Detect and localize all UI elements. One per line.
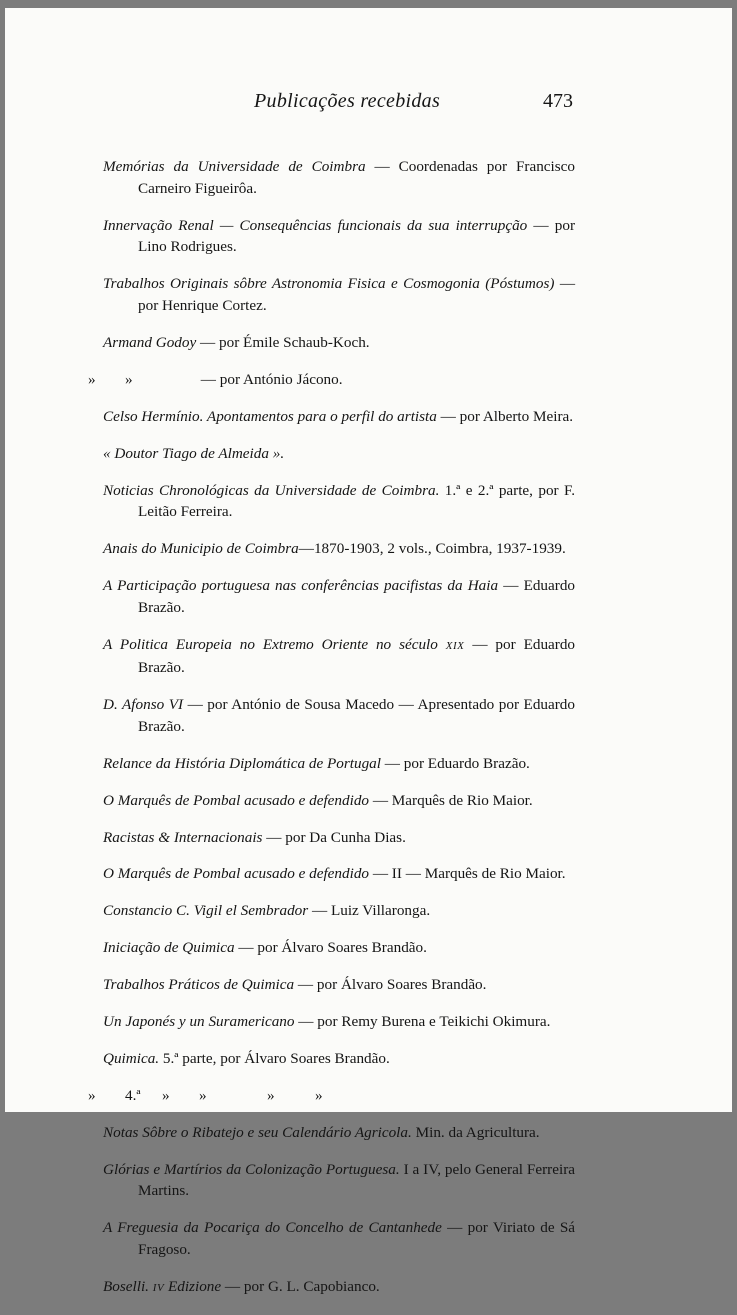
entry-separator: — bbox=[554, 275, 576, 293]
entry-title: Boselli. bbox=[103, 1277, 149, 1295]
entry-title: Racistas & Internacionais bbox=[103, 828, 263, 846]
entry-separator: — bbox=[196, 333, 220, 351]
entry-title: Celso Hermínio. Apontamentos para o perfil do artista bbox=[103, 407, 437, 425]
entry-details: por Viriato de Sá Fragoso. bbox=[138, 1219, 576, 1258]
entry-separator: — bbox=[365, 158, 399, 176]
entry-details: por Eduardo Brazão. bbox=[403, 754, 530, 772]
entry-title: Glórias e Martírios da Colonização Portuguesa. bbox=[103, 1160, 400, 1178]
ditto-mark: » bbox=[267, 1086, 275, 1104]
entry-details: por António de Sousa Macedo — Apresentado por Eduardo Brazão. bbox=[138, 696, 575, 735]
entry-title: « Doutor Tiago de Almeida ». bbox=[103, 444, 285, 462]
entry-separator: — bbox=[436, 407, 460, 425]
entry-title-cont: Edizione bbox=[164, 1277, 222, 1295]
list-item bbox=[103, 575, 575, 618]
document-page bbox=[5, 8, 732, 1295]
list-item bbox=[103, 1011, 575, 1033]
entry-title: Notas Sôbre o Ribatejo e seu Calendário Agricola. bbox=[103, 1123, 412, 1141]
entry-details: por Alberto Meira. bbox=[459, 407, 574, 425]
list-item bbox=[103, 753, 575, 775]
entry-details: por Álvaro Soares Brandão. bbox=[257, 939, 427, 957]
entry-title: Un Japonés y un Suramericano bbox=[103, 1013, 295, 1031]
list-item bbox=[103, 215, 575, 258]
list-item bbox=[103, 1048, 575, 1070]
list-item bbox=[103, 1122, 575, 1144]
list-item bbox=[103, 937, 575, 959]
list-item bbox=[103, 538, 575, 560]
page-number: 473 bbox=[543, 90, 573, 112]
running-head bbox=[5, 90, 732, 120]
entry-details: por Da Cunha Dias. bbox=[285, 828, 406, 846]
ditto-part: 4.ª bbox=[125, 1086, 141, 1104]
entry-separator: — bbox=[298, 540, 314, 558]
entry-title: Relance da História Diplomática de Portugal bbox=[103, 754, 381, 772]
list-item bbox=[88, 1085, 575, 1107]
list-item bbox=[103, 156, 575, 199]
list-item bbox=[103, 1276, 575, 1300]
entry-details: por Lino Rodrigues. bbox=[138, 216, 575, 256]
list-item bbox=[103, 332, 575, 354]
ditto-mark: » bbox=[315, 1086, 323, 1104]
ditto-mark: » bbox=[162, 1086, 170, 1104]
entry-separator: — bbox=[221, 1277, 244, 1295]
entry-separator: — bbox=[498, 577, 524, 595]
list-item bbox=[103, 790, 575, 812]
entry-details: por Émile Schaub-Koch. bbox=[219, 333, 370, 351]
entry-title: O Marquês de Pombal acusado e defendido bbox=[103, 865, 370, 883]
entry-details: 5.ª parte, por Álvaro Soares Brandão. bbox=[159, 1049, 390, 1067]
entry-title: A Participação portuguesa nas conferências pacifistas da Haia bbox=[103, 577, 499, 595]
entry-separator: — bbox=[464, 635, 496, 653]
entry-details: I a IV, pelo General Ferreira Martins. bbox=[138, 1160, 575, 1200]
list-item bbox=[103, 273, 575, 316]
list-item bbox=[103, 1159, 575, 1202]
entry-separator: — bbox=[262, 828, 286, 846]
ditto-mark: » bbox=[88, 1086, 96, 1104]
entry-details: Marquês de Rio Maior. bbox=[391, 791, 533, 809]
entry-title: Constancio C. Vigil el Sembrador bbox=[103, 902, 309, 920]
page-header-title: Publicações recebidas bbox=[254, 90, 441, 112]
entry-details: II — Marquês de Rio Maior. bbox=[391, 865, 566, 883]
entry-details: por Eduardo Brazão. bbox=[138, 635, 576, 677]
entry-details: por António Jácono. bbox=[219, 370, 343, 388]
list-item bbox=[103, 900, 575, 922]
entry-title: O Marquês de Pombal acusado e defendido bbox=[103, 791, 370, 809]
list-item bbox=[103, 974, 575, 996]
entry-separator: — bbox=[294, 976, 317, 994]
list-item bbox=[103, 694, 575, 737]
list-item bbox=[103, 827, 575, 849]
entry-title: Innervação Renal — Consequências funcionais da sua interrupção bbox=[103, 216, 528, 234]
entry-details: Coordenadas por Francisco Carneiro Figueirôa. bbox=[138, 158, 575, 197]
entry-title: Quimica. bbox=[103, 1049, 160, 1067]
entry-title: A Politica Europeia no Extremo Oriente no século bbox=[103, 635, 438, 653]
entry-separator: — bbox=[197, 370, 220, 388]
list-item bbox=[103, 480, 575, 523]
list-item bbox=[103, 443, 575, 465]
ditto-mark: » bbox=[88, 370, 96, 388]
list-item bbox=[103, 406, 575, 428]
entry-separator: — bbox=[234, 939, 258, 957]
entry-details: por G. L. Capobianco. bbox=[243, 1277, 380, 1295]
list-item bbox=[103, 1217, 575, 1260]
entry-title-smallcaps: IV bbox=[152, 1281, 165, 1294]
entry-separator: — bbox=[380, 754, 404, 772]
entry-details: Min. da Agricultura. bbox=[411, 1123, 540, 1141]
entry-separator: — bbox=[369, 791, 392, 809]
entry-title: Iniciação de Quimica bbox=[103, 939, 235, 957]
list-item bbox=[88, 369, 575, 391]
entry-details: Eduardo Brazão. bbox=[138, 577, 576, 616]
entry-details: 1870-1903, 2 vols., Coimbra, 1937-1939. bbox=[313, 540, 566, 558]
entry-title: A Freguesia da Pocariça do Concelho de Cantanhede bbox=[103, 1219, 442, 1237]
publication-list bbox=[88, 141, 576, 1315]
entry-title: D. Afonso VI bbox=[103, 696, 184, 714]
entry-separator: — bbox=[369, 865, 392, 883]
entry-separator: — bbox=[441, 1219, 468, 1237]
entry-details: por Remy Burena e Teikichi Okimura. bbox=[317, 1013, 551, 1031]
entry-details: Luiz Villaronga. bbox=[330, 902, 431, 920]
entry-separator: — bbox=[527, 216, 555, 234]
entry-title: Armand Godoy bbox=[103, 333, 197, 351]
entry-separator: — bbox=[294, 1013, 318, 1031]
list-item bbox=[103, 634, 575, 679]
entry-separator: — bbox=[183, 696, 208, 714]
list-item bbox=[103, 863, 575, 885]
entry-details: por Álvaro Soares Brandão. bbox=[316, 976, 487, 994]
entry-title: Trabalhos Práticos de Quimica bbox=[103, 976, 295, 994]
entry-title: Anais do Municipio de Coimbra bbox=[103, 540, 299, 558]
entry-details: por Henrique Cortez. bbox=[138, 297, 267, 315]
entry-title-smallcaps: XIX bbox=[445, 639, 465, 652]
entry-title: Memórias da Universidade de Coimbra bbox=[103, 158, 366, 176]
entry-title: Trabalhos Originais sôbre Astronomia Fisica e Cosmogonia (Póstumos) bbox=[103, 275, 555, 293]
ditto-mark: » bbox=[125, 370, 133, 388]
entry-title: Noticias Chronológicas da Universidade de Coimbra. bbox=[103, 481, 440, 499]
ditto-mark: » bbox=[199, 1086, 207, 1104]
entry-separator: — bbox=[308, 902, 331, 920]
entry-details: 1.ª e 2.ª parte, por F. Leitão Ferreira. bbox=[138, 481, 575, 521]
